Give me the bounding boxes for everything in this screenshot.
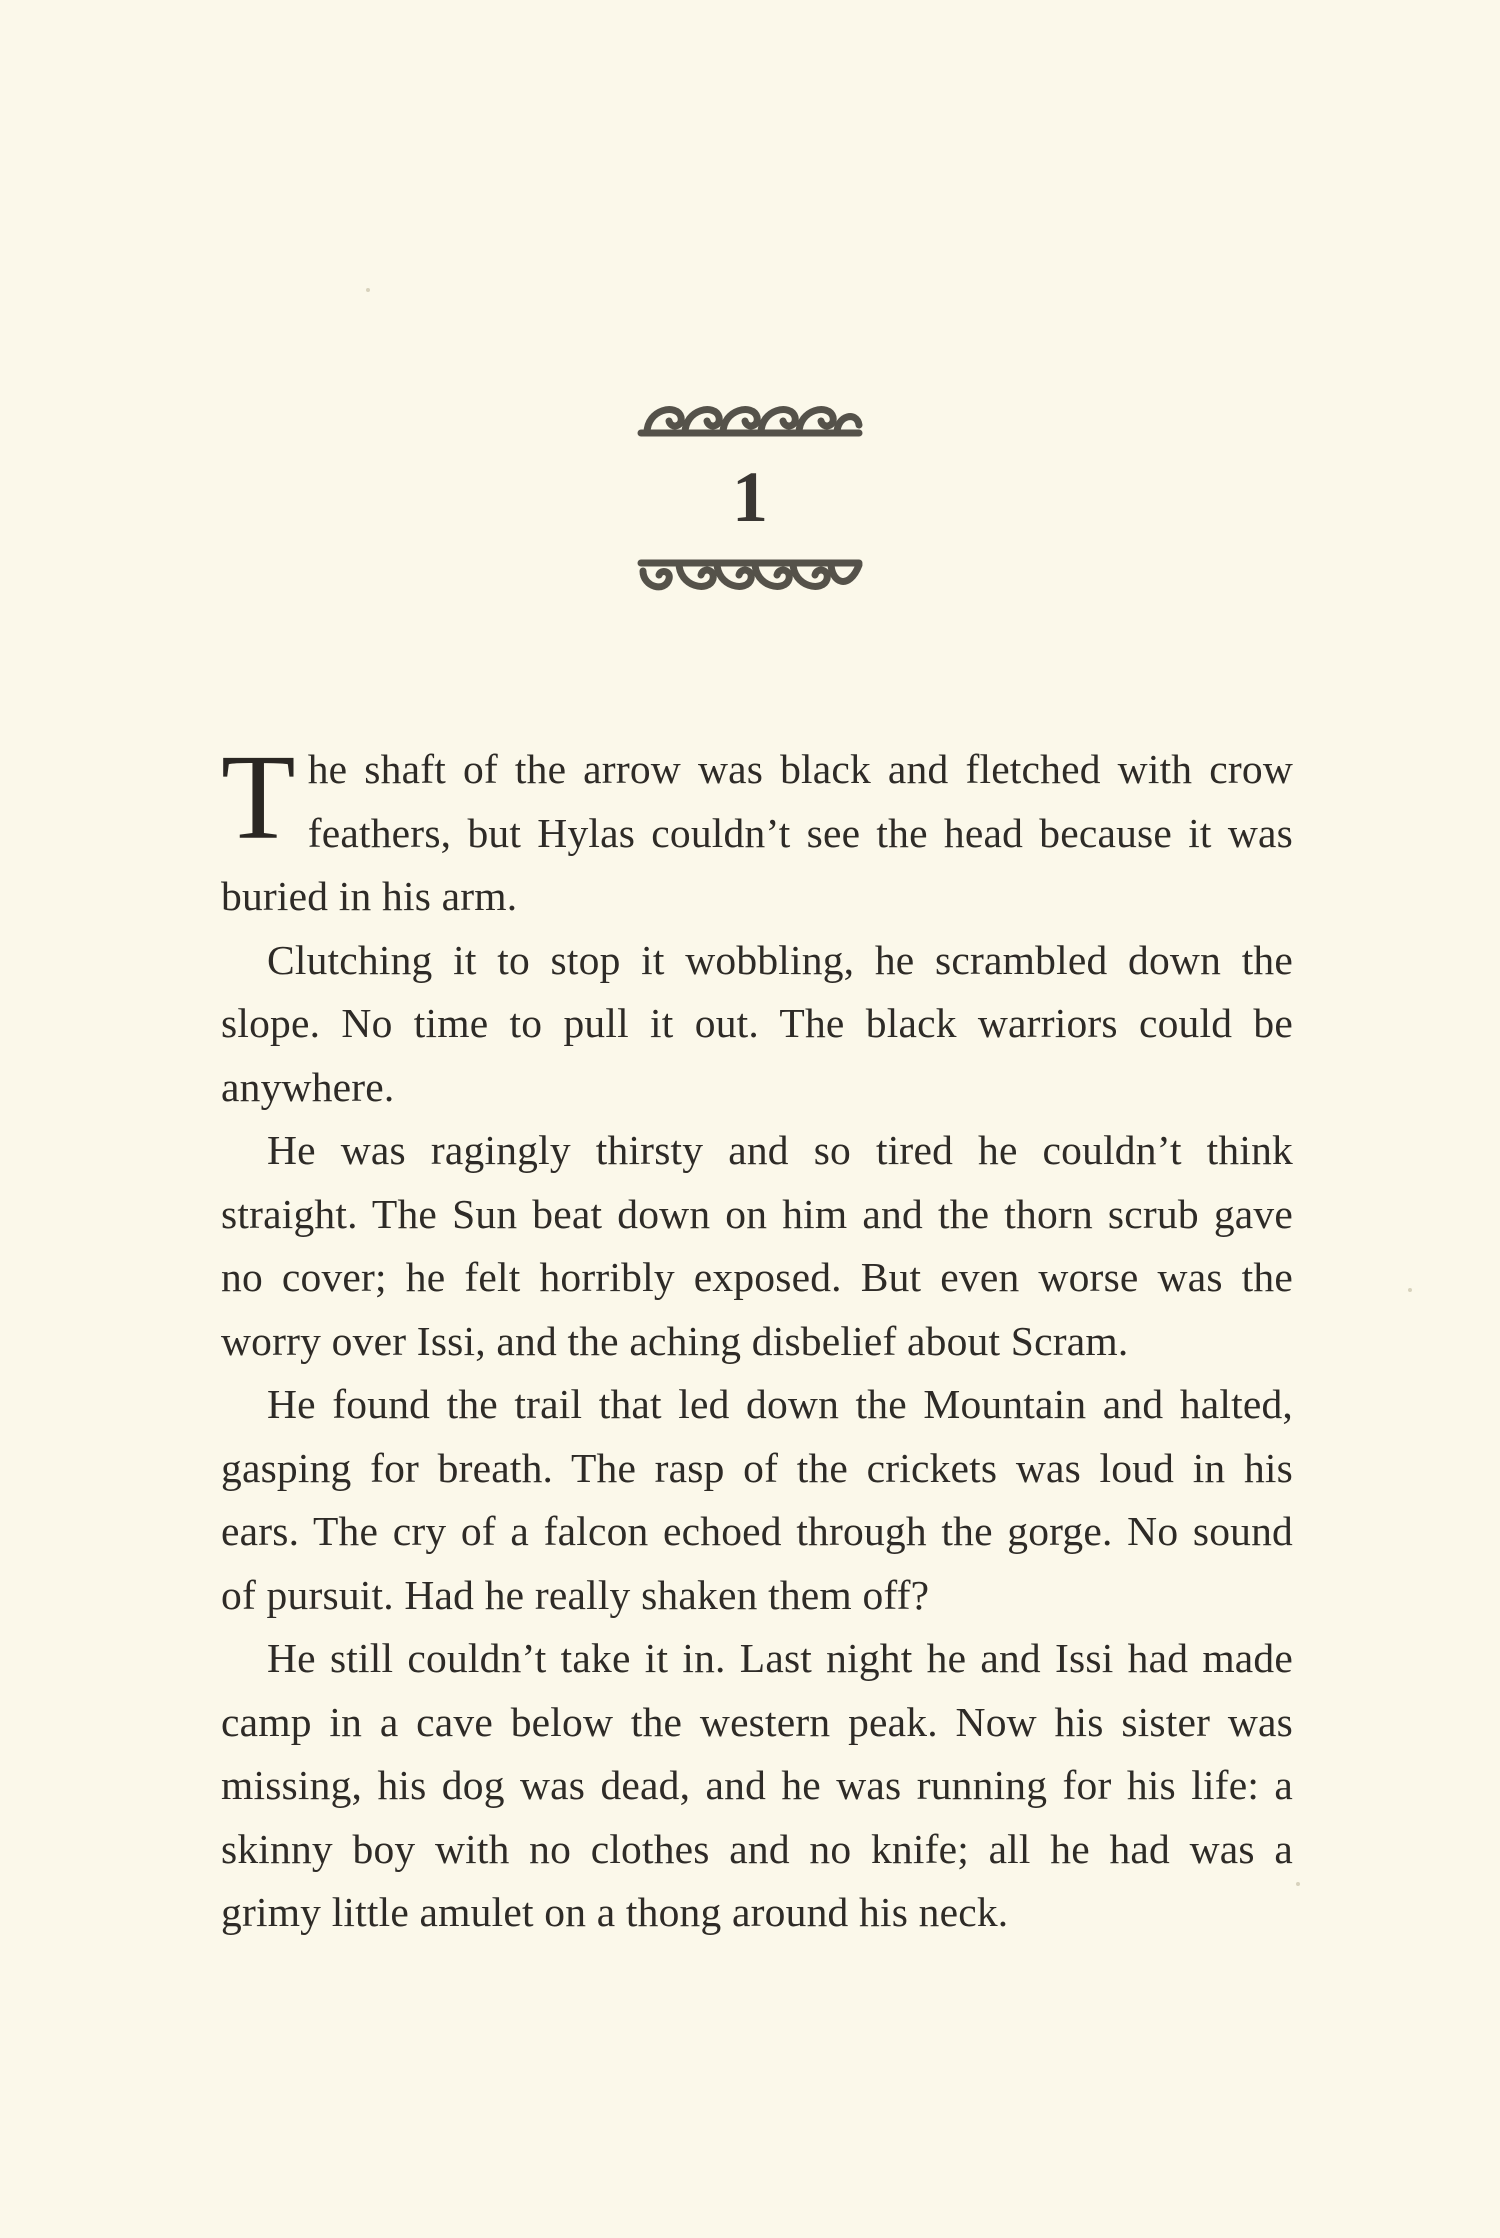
paragraph-1	[221, 730, 1293, 929]
paragraph-3: He was ragingly thirsty and so tired he couldn’t think straight. The Sun beat down on him and the thorn scrub gave no cover; he felt horribly exposed. But even worse was the worry over Issi, and the aching disbelief about Scram.	[221, 1127, 1293, 1364]
paper-speck	[366, 288, 370, 292]
greek-wave-ornament-top	[635, 395, 865, 439]
chapter-heading	[0, 395, 1500, 601]
chapter-body	[221, 730, 1293, 1945]
paragraph-2: Clutching it to stop it wobbling, he scrambled down the slope. No time to pull it out. The black warriors could be anywhere.	[221, 936, 1293, 1110]
paper-speck	[1408, 1288, 1412, 1292]
greek-wave-ornament-bottom	[635, 557, 865, 601]
chapter-number: 1	[732, 457, 768, 537]
paper-speck	[1296, 1882, 1300, 1886]
paragraph-5: He still couldn’t take it in. Last night he and Issi had made camp in a cave below the western peak. Now his sister was missing, his dog was dead, and he was running for his life: a skinny boy with no clothes and no knife; all he had was a grimy little amulet on a thong around his neck.	[221, 1635, 1293, 1935]
paragraph-4: He found the trail that led down the Mountain and halted, gasping for breath. The rasp of the crickets was loud in his ears. The cry of a falcon echoed through the gorge. No sound of pursuit. Had he really shaken them off?	[221, 1381, 1293, 1618]
drop-cap: T	[221, 730, 296, 865]
paragraph-1-text: he shaft of the arrow was black and fletched with crow feathers, but Hylas couldn’t see the head because it was buried in his arm.	[221, 746, 1293, 919]
